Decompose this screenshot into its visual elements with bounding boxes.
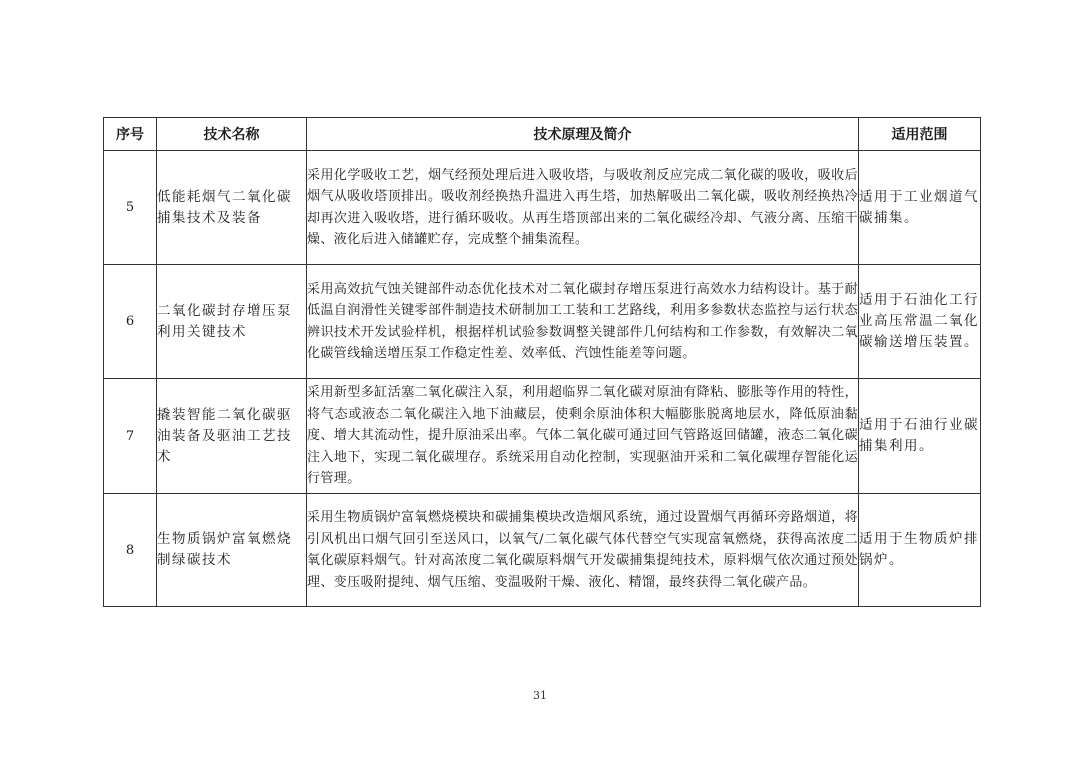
header-row bbox=[104, 118, 981, 151]
row-tech-name: 二氧化碳封存增压泵利用关键技术 bbox=[157, 265, 307, 379]
row-tech-principle: 采用生物质锅炉富氧燃烧模块和碳捕集模块改造烟风系统，通过设置烟气再循环旁路烟道，将引风机出口烟气回引至送风口，以氧气/二氧化碳气体代替空气实现富氧燃烧，获得高浓度二氧化碳原料烟气。针对高浓度二氧化碳原料烟气开发碳捕集提纯技术，原料烟气依次通过预处理、变压吸附提纯、烟气压缩、变温吸附干燥、液化、精馏，最终获得二氧化碳产品。 bbox=[307, 494, 859, 607]
table-row bbox=[104, 379, 981, 494]
table-header bbox=[104, 118, 981, 151]
technology-table bbox=[103, 117, 981, 607]
row-tech-principle: 采用高效抗气蚀关键部件动态优化技术对二氧化碳封存增压泵进行高效水力结构设计。基于耐低温自润滑性关键零部件制造技术研制加工工装和工艺路线，利用多参数状态监控与运行状态辨识技术开发试验样机，根据样机试验参数调整关键部件几何结构和工作参数，有效解决二氧化碳管线输送增压泵工作稳定性差、效率低、汽蚀性能差等问题。 bbox=[307, 265, 859, 379]
row-tech-name: 低能耗烟气二氧化碳捕集技术及装备 bbox=[157, 151, 307, 265]
table-row bbox=[104, 151, 981, 265]
row-scope: 适用于生物质炉排锅炉。 bbox=[859, 494, 981, 607]
row-tech-principle: 采用新型多缸活塞二氧化碳注入泵，利用超临界二氧化碳对原油有降粘、膨胀等作用的特性，将气态或液态二氧化碳注入地下油藏层，使剩余原油体积大幅膨胀脱离地层水，降低原油黏度、增大其流动性，提升原油采出率。气体二氧化碳可通过回气管路返回储罐，液态二氧化碳注入地下，实现二氧化碳埋存。系统采用自动化控制，实现驱油开采和二氧化碳埋存智能化运行管理。 bbox=[307, 379, 859, 494]
row-tech-name: 生物质锅炉富氧燃烧制绿碳技术 bbox=[157, 494, 307, 607]
row-serial-number: 8 bbox=[104, 494, 157, 607]
table-body bbox=[104, 151, 981, 607]
row-serial-number: 5 bbox=[104, 151, 157, 265]
header-tech-name: 技术名称 bbox=[157, 118, 307, 151]
row-serial-number: 6 bbox=[104, 265, 157, 379]
page-number: 31 bbox=[533, 689, 547, 702]
header-tech-principle: 技术原理及简介 bbox=[307, 118, 859, 151]
row-scope: 适用于石油行业碳捕集利用。 bbox=[859, 379, 981, 494]
row-scope: 适用于工业烟道气碳捕集。 bbox=[859, 151, 981, 265]
header-serial-number: 序号 bbox=[104, 118, 157, 151]
table-row bbox=[104, 265, 981, 379]
row-serial-number: 7 bbox=[104, 379, 157, 494]
row-scope: 适用于石油化工行业高压常温二氧化碳输送增压装置。 bbox=[859, 265, 981, 379]
row-tech-principle: 采用化学吸收工艺，烟气经预处理后进入吸收塔，与吸收剂反应完成二氧化碳的吸收，吸收后烟气从吸收塔顶排出。吸收剂经换热升温进入再生塔，加热解吸出二氧化碳，吸收剂经换热冷却再次进入吸收塔，进行循环吸收。从再生塔顶部出来的二氧化碳经冷却、气液分离、压缩干燥、液化后进入储罐贮存，完成整个捕集流程。 bbox=[307, 151, 859, 265]
row-tech-name: 撬装智能二氧化碳驱油装备及驱油工艺技术 bbox=[157, 379, 307, 494]
table-row bbox=[104, 494, 981, 607]
header-scope: 适用范围 bbox=[859, 118, 981, 151]
